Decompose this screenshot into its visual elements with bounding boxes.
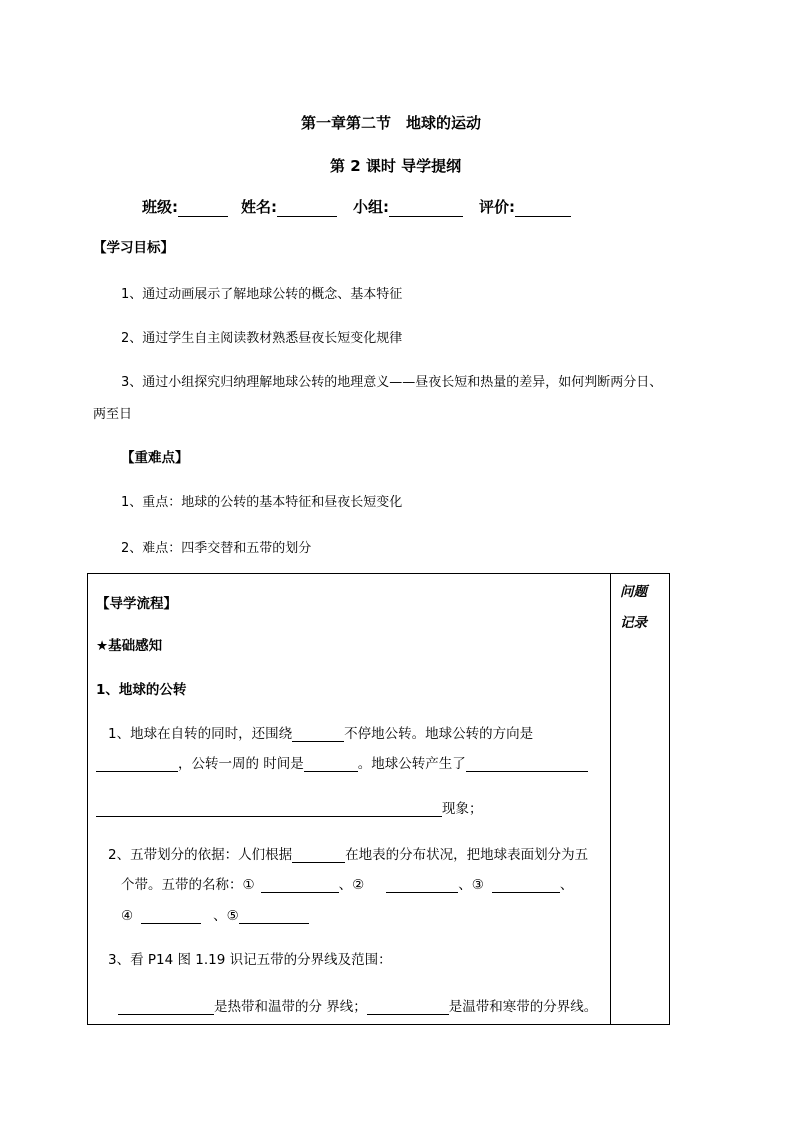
q2-blank-5[interactable] (141, 909, 201, 924)
class-label: 班级: (142, 198, 178, 216)
question-1-line-2 (96, 752, 588, 772)
q2-text: 在地表的分布状况，把地球表面划分为五 (345, 847, 589, 863)
q2-text: 个带。五带的名称：① (121, 877, 255, 893)
q1-text: 不停地公转。地球公转的方向是 (344, 726, 534, 742)
question-1-line-3 (96, 797, 483, 817)
question-1-line-1 (108, 722, 533, 742)
keypoint-item: 1、重点：地球的公转的基本特征和昼夜长短变化 (121, 495, 403, 510)
side-label-question: 问题 (620, 584, 647, 600)
objectives-heading: 【学习目标】 (93, 240, 174, 256)
objective-item: 1、通过动画展示了解地球公转的概念、基本特征 (121, 287, 403, 302)
question-3-line-2 (118, 995, 597, 1015)
group-blank[interactable] (389, 202, 463, 217)
q2-blank-1[interactable] (292, 848, 345, 863)
q1-blank-5[interactable] (96, 802, 442, 817)
keypoint-item: 2、难点：四季交替和五带的划分 (121, 541, 312, 556)
q1-blank-4[interactable] (466, 757, 588, 772)
q1-blank-2[interactable] (96, 757, 178, 772)
group-field (353, 196, 463, 217)
q2-blank-3[interactable] (386, 878, 458, 893)
side-label-record: 记录 (620, 615, 647, 631)
eval-field (479, 196, 571, 217)
q3-text: 3、看 P14 图 1.19 识记五带的分界线及范围： (108, 952, 392, 968)
q1-blank-3[interactable] (304, 757, 358, 772)
q2-text: 、 (559, 877, 574, 893)
q2-text: ④ (121, 908, 134, 924)
group-label: 小组: (353, 198, 389, 216)
q2-blank-4[interactable] (492, 878, 560, 893)
q2-text: 2、五带划分的依据：人们根据 (108, 847, 293, 863)
q2-text: 、⑤ (213, 908, 239, 924)
name-label: 姓名: (241, 198, 277, 216)
q1-text: 1、地球在自转的同时，还围绕 (108, 726, 293, 742)
guide-heading: 【导学流程】 (96, 596, 177, 612)
q1-text: 现象； (442, 801, 483, 817)
q2-text: 、③ (458, 877, 484, 893)
name-field (241, 196, 337, 217)
class-field (142, 196, 228, 217)
class-blank[interactable] (178, 202, 228, 217)
q2-text: 、② (338, 877, 365, 893)
student-info-line (142, 196, 571, 217)
question-2-line-3 (121, 904, 309, 924)
q3-blank-2[interactable] (367, 1000, 449, 1015)
q1-text: ，公转一周的 时间是 (178, 756, 304, 772)
basic-perception-heading: ★基础感知 (96, 638, 163, 654)
question-2-line-2 (121, 873, 573, 893)
page-subtitle: 第 2 课时 导学提纲 (330, 157, 462, 175)
q1-blank-1[interactable] (292, 727, 344, 742)
objective-item-continued: 两至日 (93, 407, 133, 422)
eval-label: 评价: (479, 198, 515, 216)
keypoints-heading: 【重难点】 (121, 450, 189, 466)
name-blank[interactable] (277, 202, 337, 217)
objective-item: 3、通过小组探究归纳理解地球公转的地理意义——昼夜长短和热量的差异，如何判断两分日、 (121, 375, 663, 390)
q1-text: 。地球公转产生了 (357, 756, 466, 772)
question-2-line-1 (108, 843, 588, 863)
q2-blank-2[interactable] (261, 878, 339, 893)
q3-blank-1[interactable] (118, 1000, 214, 1015)
question-3-line-1 (108, 948, 392, 968)
objective-item: 2、通过学生自主阅读教材熟悉昼夜长短变化规律 (121, 331, 403, 346)
q3-text: 是热带和温带的分 界线； (214, 999, 367, 1015)
page-title: 第一章第二节 地球的运动 (301, 114, 482, 132)
q3-text: 是温带和寒带的分界线。 (448, 999, 598, 1015)
q2-blank-6[interactable] (239, 909, 309, 924)
eval-blank[interactable] (515, 202, 571, 217)
section-earth-revolution: 1、地球的公转 (96, 682, 187, 698)
table-column-divider (610, 573, 611, 1025)
